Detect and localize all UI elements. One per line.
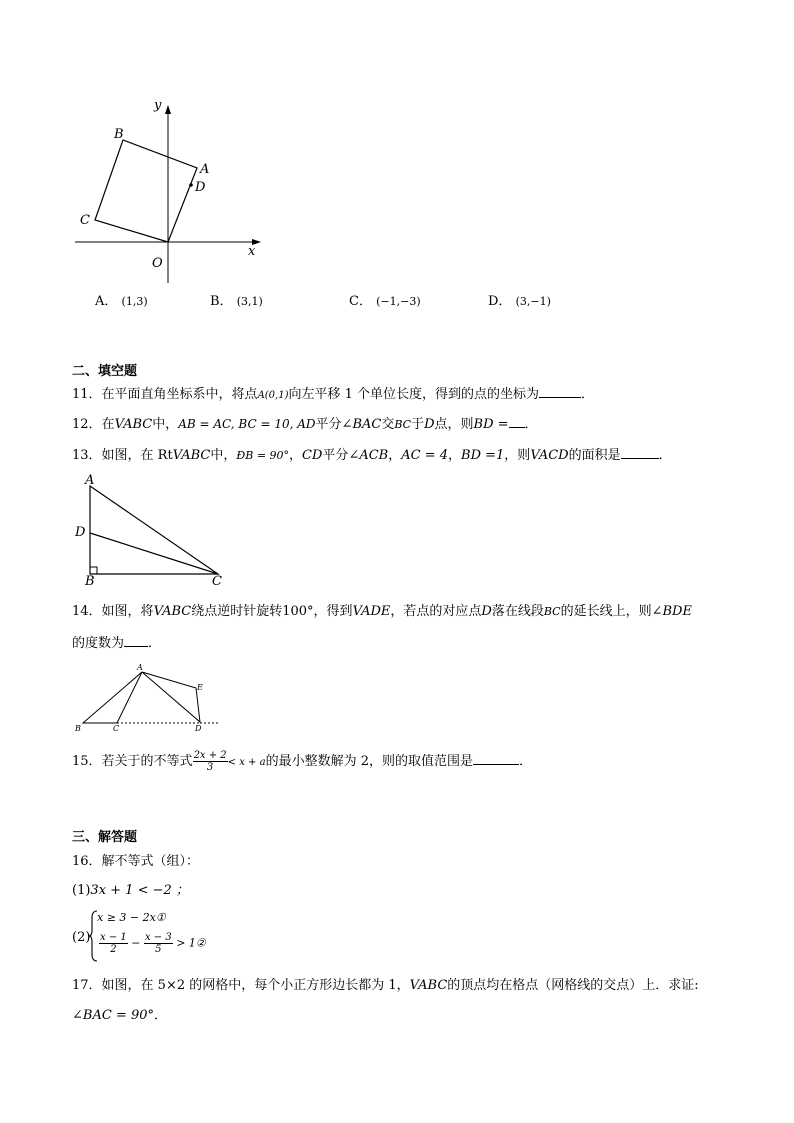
question-14-line2 [72, 634, 161, 653]
option-d[interactable] [488, 290, 551, 309]
q12-answer-blank[interactable] [509, 415, 525, 428]
q12-num: 12． [72, 417, 102, 432]
q11-end: ． [581, 387, 595, 402]
q14-triangle: VABC [153, 604, 192, 619]
fig1-label-x: x [248, 244, 256, 259]
q14-answer-blank[interactable] [124, 634, 148, 647]
q12-end: ． [524, 417, 538, 432]
q13-acd: VACD [530, 448, 569, 463]
q13-text-h: 的面积是 [568, 448, 621, 463]
q12-text-b: 中， [152, 417, 179, 432]
q16-p2-frac1-den: 2 [110, 944, 117, 955]
figure-coordinate-square [70, 95, 270, 290]
q14-angle: ∠BDE [651, 604, 692, 619]
q15-frac-den: 3 [206, 762, 214, 773]
q15-text-a: 若关于的不等式 [101, 754, 193, 769]
q13-text-c: ， [289, 448, 303, 463]
question-14 [72, 603, 692, 621]
q15-num: 15． [72, 754, 102, 769]
q12-text-a: 在 [101, 417, 115, 432]
q15-text-b: 的最小整数解为 2，则的取值范围是 [265, 754, 473, 769]
q16-p1-label: (1) [72, 883, 91, 898]
q16-p2-frac1-num: x − 1 [100, 932, 127, 943]
q16-text: 解不等式（组）： [101, 854, 200, 869]
figure-rotation [75, 662, 225, 732]
fig1-label-y: y [154, 98, 162, 113]
fig13-label-c: C [212, 574, 222, 589]
option-b[interactable] [210, 290, 263, 309]
q12-text-e: 于 [411, 417, 425, 432]
q13-text-f: ， [448, 448, 462, 463]
option-d-value: (3,−1) [515, 295, 551, 308]
section-fill-blank-title: 二、填空题 [72, 364, 138, 379]
q17-num: 17． [72, 978, 102, 993]
fig1-label-a: A [200, 162, 210, 177]
question-12 [72, 415, 538, 434]
q12-angle: ∠BAC [341, 417, 382, 432]
option-c-label: C． [349, 294, 372, 309]
q13-text-e: ， [388, 448, 402, 463]
q14-end: ． [148, 636, 162, 651]
q12-d: D [424, 417, 435, 432]
q11-text-a: 在平面直角坐标系中，将点 [101, 387, 258, 402]
fig14-label-d: D [195, 724, 202, 733]
q14-text-b: 绕点逆时针旋转 [191, 604, 283, 619]
q12-condition: AB = AC, BC = 10, AD [178, 417, 316, 431]
q17-text-b: 的顶点均在格点（网格线的交点）上．求证: [447, 978, 699, 993]
fig14-label-e: E [197, 683, 203, 692]
q14-text-c: ，得到 [313, 604, 353, 619]
q14-degree: 100° [282, 604, 314, 619]
option-a-label: A． [95, 294, 118, 309]
q13-num: 13． [72, 448, 102, 463]
q11-text-b: 向左平移 1 个单位长度，得到的点的坐标为 [288, 387, 540, 402]
q12-text-f: 点，则 [434, 417, 474, 432]
q13-end: ． [658, 448, 672, 463]
q16-p2-line1: x ≥ 3 − 2x① [97, 911, 166, 924]
q13-text-g: ，则 [504, 448, 531, 463]
q15-fraction [193, 750, 228, 773]
q15-inequality: < x + a [227, 757, 266, 768]
fig14-label-b: B [75, 724, 81, 733]
q13-text-d: 平分 [322, 448, 349, 463]
q13-bd: BD =1 [461, 448, 505, 463]
q14-bc: BC [543, 605, 561, 618]
q16-num: 16． [72, 854, 102, 869]
q16-p2-minus: − [131, 936, 141, 950]
q13-triangle: VABC [172, 448, 211, 463]
q15-end: ． [518, 754, 532, 769]
fig13-label-b: B [85, 574, 95, 589]
q16-p2-label: (2) [72, 930, 91, 945]
option-a[interactable] [95, 290, 148, 309]
q13-text-b: 中， [210, 448, 237, 463]
q15-frac-num: 2x + 2 [193, 750, 227, 761]
q16-p2-frac2-num: x − 3 [144, 932, 172, 943]
q14-text-d: ，若点的对应点 [390, 604, 482, 619]
fig14-label-a: A [137, 663, 143, 672]
question-15 [72, 750, 532, 773]
q13-ac: AC = 4 [401, 448, 448, 463]
q12-text-d: 交 [381, 417, 395, 432]
q13-cd: CD [302, 448, 323, 463]
q11-num: 11． [72, 387, 102, 402]
fig1-label-d: D [195, 180, 206, 195]
q14-text-e: 落在线段 [491, 604, 544, 619]
q16-p2-tail: > 1② [176, 936, 206, 950]
q14-d: D [481, 604, 492, 619]
q14-ade: VADE [352, 604, 391, 619]
option-b-label: B． [210, 294, 233, 309]
question-16 [72, 853, 199, 871]
figure-right-triangle [80, 478, 230, 583]
question-11 [72, 385, 594, 405]
fig1-label-origin: O [152, 256, 163, 271]
q16-p2-line2 [99, 932, 206, 955]
q13-text-a: 如图，在 Rt [101, 448, 173, 463]
option-c-value: (−1,−3) [376, 295, 421, 308]
fig1-label-c: C [80, 213, 90, 228]
q13-angle-b: ÐB = 90° [236, 449, 290, 462]
q17-triangle: VABC [409, 978, 448, 993]
q12-triangle: VABC [114, 417, 153, 432]
option-c[interactable] [349, 290, 421, 309]
q14-text-f: 的延长线上，则 [560, 604, 652, 619]
q12-text-c: 平分 [315, 417, 342, 432]
q11-point: A(0,1) [257, 390, 289, 401]
fig13-label-d: D [75, 525, 86, 540]
fig1-label-b: B [114, 127, 124, 142]
q13-angle: ∠ACB [348, 448, 389, 463]
q14-text-a: 如图，将 [101, 604, 154, 619]
q11-answer-blank[interactable] [539, 385, 581, 398]
option-d-label: D． [488, 294, 512, 309]
question-16-part1 [72, 882, 189, 900]
q14-line2: 的度数为 [72, 636, 125, 651]
q15-answer-blank[interactable] [473, 752, 519, 765]
fig14-label-c: C [113, 724, 120, 733]
option-b-value: (3,1) [236, 295, 263, 308]
q16-p2-frac2-den: 5 [155, 944, 162, 955]
q17-end: ． [153, 1008, 167, 1023]
q16-p2-frac2 [144, 932, 173, 955]
option-a-value: (1,3) [121, 295, 148, 308]
question-17-line2 [72, 1007, 167, 1025]
q12-bc: BC [394, 418, 412, 431]
q17-text-a: 如图，在 5×2 的网格中，每个小正方形边长都为 1， [101, 978, 410, 993]
question-13 [72, 446, 672, 465]
section-solve-title: 三、解答题 [72, 830, 138, 845]
q12-bd: BD = [473, 417, 509, 432]
question-17 [72, 977, 699, 995]
q14-num: 14． [72, 604, 102, 619]
q16-p2-frac1 [99, 932, 128, 955]
q13-answer-blank[interactable] [621, 446, 659, 459]
q16-p1: 3x + 1 < −2 ； [90, 883, 189, 898]
fig13-label-a: A [85, 473, 95, 488]
q17-angle: ∠BAC = 90° [72, 1008, 154, 1023]
